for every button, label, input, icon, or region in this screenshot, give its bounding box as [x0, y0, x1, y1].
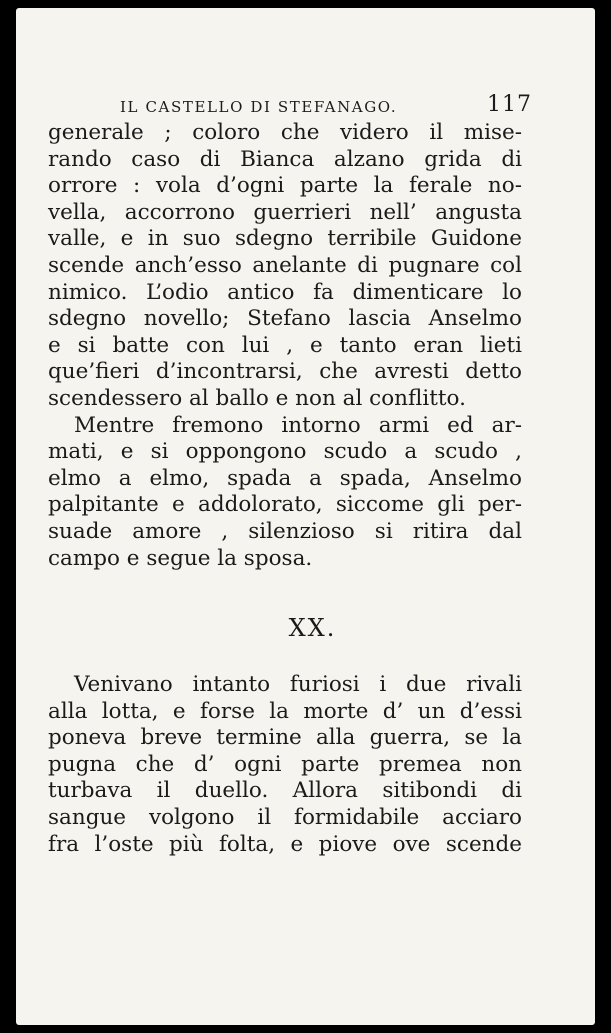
text-line: scendessero al ballo e non al conflitto.	[48, 385, 466, 411]
text-line: orrore : vola d’ogni parte la ferale no-	[48, 173, 522, 199]
paragraph-3	[48, 672, 522, 858]
text-line: vella, accorrono guerrieri nell’ angusta	[48, 199, 522, 225]
text-line: pugna che d’ ogni parte premea non	[48, 751, 522, 777]
text-line: nimico. L’odio antico fa dimenticare lo	[48, 279, 522, 305]
text-line: elmo a elmo, spada a spada, Anselmo	[48, 465, 522, 491]
running-title: IL CASTELLO DI STEFANAGO.	[120, 98, 398, 116]
text-line: valle, e in suo sdegno terribile Guidone	[48, 226, 522, 252]
text-line: Mentre fremono intorno armi ed ar-	[74, 412, 522, 438]
text-line: que’fieri d’incontrarsi, che avresti detto	[48, 359, 522, 385]
paragraph-2	[48, 413, 522, 573]
text-block-lower	[48, 672, 522, 858]
section-heading: XX.	[288, 614, 337, 642]
text-line: poneva breve termine alla guerra, se la	[48, 725, 522, 751]
text-block-upper	[48, 120, 522, 572]
text-line: palpitante e addolorato, siccome gli per-	[48, 492, 522, 518]
text-line: turbava il duello. Allora sitibondi di	[48, 778, 522, 804]
text-line: e si batte con lui , e tanto eran lieti	[48, 332, 522, 358]
text-line: alla lotta, e forse la morte d’ un d’essi	[48, 698, 522, 724]
text-line: campo e segue la sposa.	[48, 545, 313, 571]
text-line: suade amore , silenzioso si ritira dal	[48, 518, 522, 544]
text-line: rando caso di Bianca alzano grida di	[48, 146, 522, 172]
text-line: mati, e si oppongono scudo a scudo ,	[48, 439, 522, 465]
page-number: 117	[487, 92, 532, 117]
text-line: sangue volgono il formidabile acciaro	[48, 804, 522, 830]
paragraph-1	[48, 120, 522, 413]
text-line: generale ; coloro che videro il mise-	[48, 120, 522, 145]
text-line: fra l’oste più folta, e piove ove scende	[48, 831, 522, 857]
text-line: Venivano intanto furiosi i due rivali	[74, 672, 522, 697]
text-line: sdegno novello; Stefano lascia Anselmo	[48, 306, 522, 332]
book-page	[16, 8, 595, 1025]
text-line: scende anch’esso anelante di pugnare col	[48, 252, 522, 278]
running-head	[120, 92, 532, 122]
